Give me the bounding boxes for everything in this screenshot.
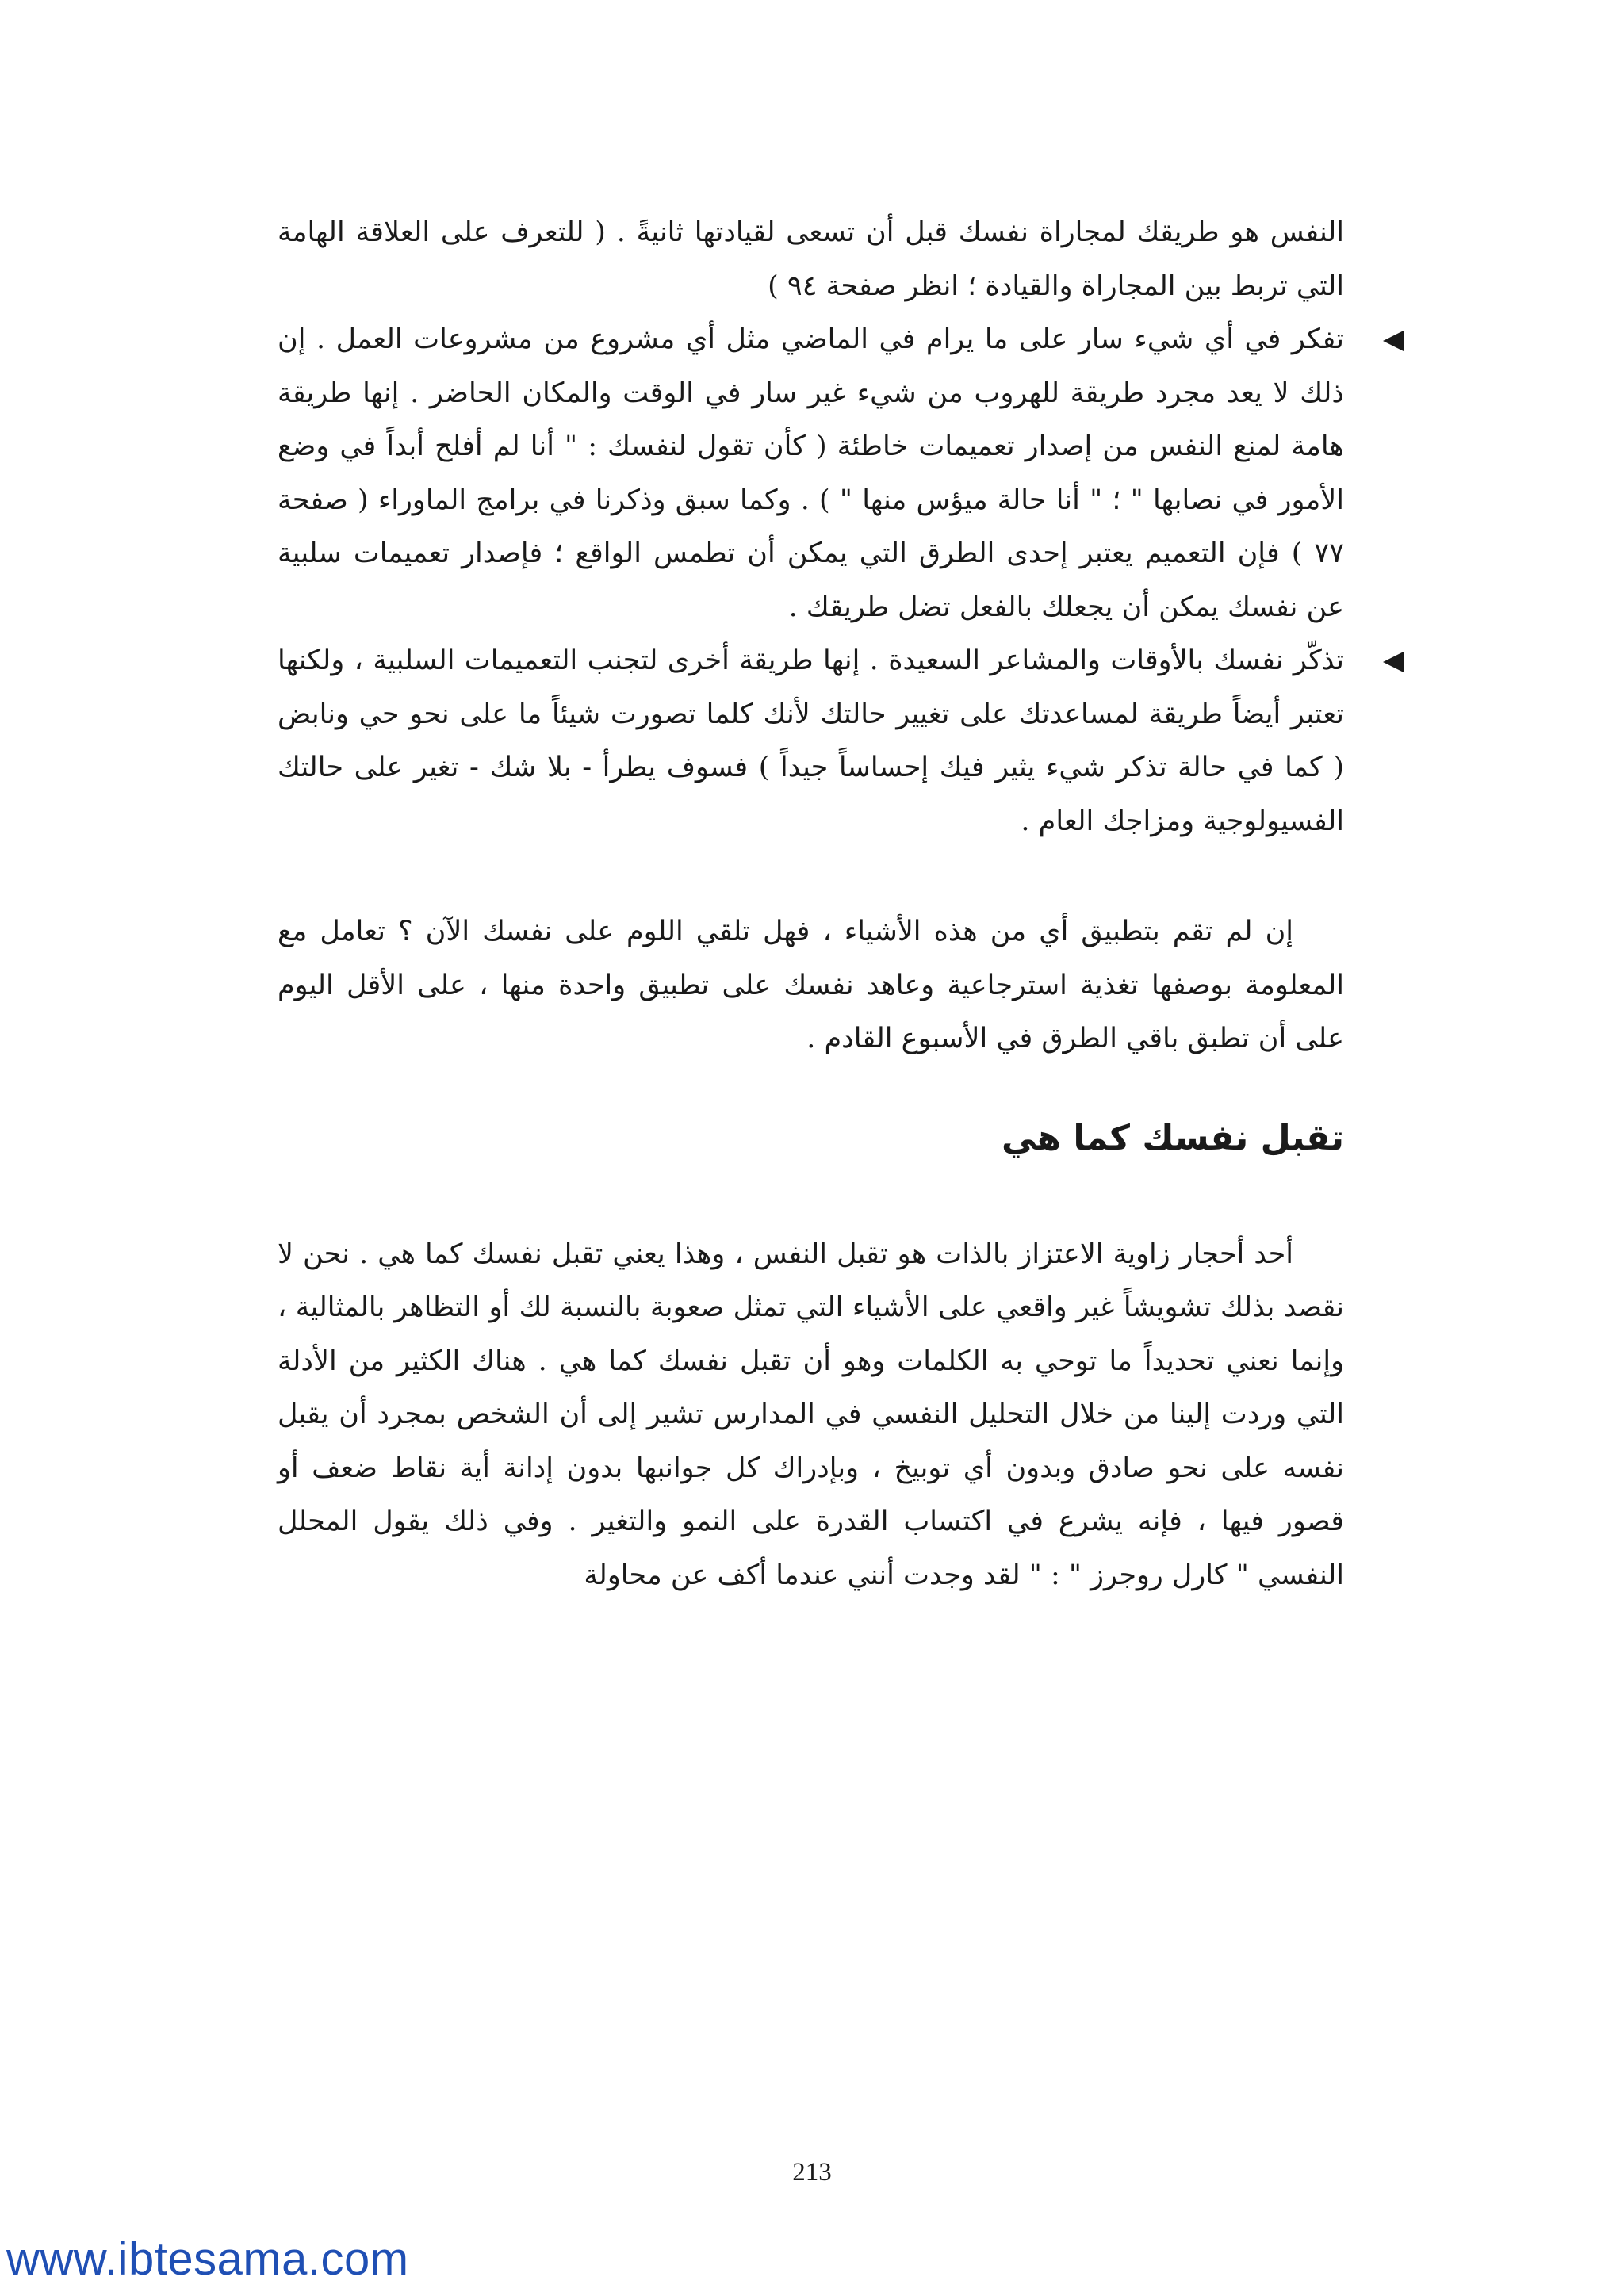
spacer — [278, 848, 1344, 905]
spacer — [278, 1066, 1344, 1111]
page-body — [278, 206, 1344, 1602]
paragraph-feedback: إن لم تقم بتطبيق أي من هذه الأشياء ، فهل تلقي اللوم على نفسك الآن ؟ تعامل مع المعلومة بوصفها تغذية استرجاعية وعاهد نفسك على تطبيق واحدة منها ، على الأقل اليوم على أن تطبق باقي الطرق في الأسبوع القادم . — [278, 916, 1344, 1054]
bullet-text: تذكّر نفسك بالأوقات والمشاعر السعيدة . إنها طريقة أخرى لتجنب التعميمات السلبية ، ولكنها تعتبر أيضاً طريقة لمساعدتك على تغيير حالتك لأنك كلما تصورت شيئاً ما على نحو حي ونابض ( كما في حالة تذكر شيء يثير فيك إحساساً جيداً ) فسوف يطرأ - بلا شك - تغير على حالتك الفسيولوجية ومزاجك العام . — [278, 645, 1344, 837]
paragraph-continuation: النفس هو طريقك لمجاراة نفسك قبل أن تسعى لقيادتها ثانيةً . ( للتعرف على العلاقة الهامة التي تربط بين المجاراة والقيادة ؛ انظر صفحة ٩٤ ) — [278, 216, 1344, 302]
bullet-text: تفكر في أي شيء سار على ما يرام في الماضي مثل أي مشروع من مشروعات العمل . إن ذلك لا يعد مجرد طريقة للهروب من شيء غير سار في الوقت والمكان الحاضر . إنها طريقة هامة لمنع النفس من إصدار تعميمات خاطئة ( كأن تقول لنفسك : " أنا لم أفلح أبداً في وضع الأمور في نصابها " ؛ " أنا حالة ميؤس منها " ) . وكما سبق وذكرنا في برامج الماوراء ( صفحة ٧٧ ) فإن التعميم يعتبر إحدى الطرق التي يمكن أن تطمس الواقع ؛ فإصدار تعميمات سلبية عن نفسك يمكن أن يجعلك بالفعل تضل طريقك . — [278, 323, 1344, 623]
watermark-url: www.ibtesama.com — [6, 2233, 409, 2285]
triangle-bullet-icon — [1383, 331, 1404, 351]
paragraph-self-acceptance: أحد أحجار زاوية الاعتزاز بالذات هو تقبل النفس ، وهذا يعني تقبل نفسك كما هي . نحن لا نقصد بذلك تشويشاً غير واقعي على الأشياء التي تمثل صعوبة بالنسبة لك أو التظاهر بالمثالية ، وإنما نعني تحديداً ما توحي به الكلمات وهو أن تقبل نفسك كما هي . هناك الكثير من الأدلة التي وردت إلينا من خلال التحليل النفسي في المدارس تشير إلى أن الشخص بمجرد أن يقبل نفسه على نحو صادق وبدون أي توبيخ ، وبإدراك كل جوانبها بدون إدانة أية نقاط ضعف أو قصور فيها ، فإنه يشرع في اكتساب القدرة على النمو والتغير . وفي ذلك يقول المحلل النفسي " كارل روجرز " : " لقد وجدت أنني عندما أكف عن محاولة — [278, 1238, 1344, 1591]
spacer — [278, 1166, 1344, 1228]
bullet-item-happy-memories — [278, 634, 1344, 848]
section-heading: تقبل نفسك كما هي — [1002, 1117, 1344, 1158]
bullet-item-past-success — [278, 313, 1344, 634]
page-number: 213 — [792, 2158, 832, 2187]
triangle-bullet-icon — [1383, 652, 1404, 672]
